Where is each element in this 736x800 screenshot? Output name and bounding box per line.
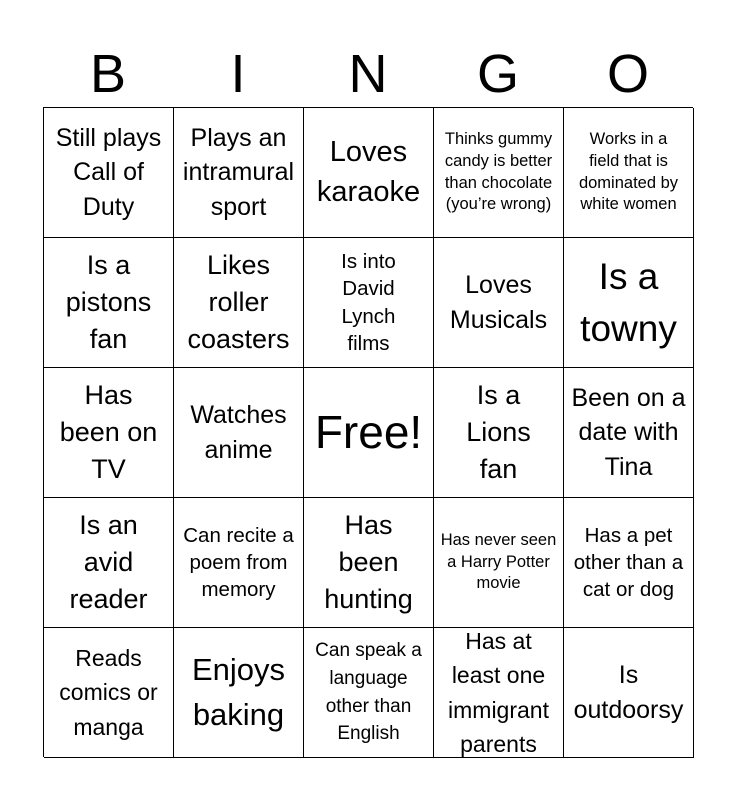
bingo-cell[interactable] [44,498,174,628]
cell-text: Has a pet other than a cat or dog [573,523,684,602]
bingo-cell[interactable] [304,628,434,758]
cell-text: Been on a date with Tina [571,383,686,481]
cell-text: Free! [314,405,423,458]
bingo-header [43,42,693,106]
bingo-cell[interactable] [564,498,694,628]
bingo-cell[interactable] [434,368,564,498]
header-letter-i: I [230,44,246,104]
bingo-cell[interactable] [564,368,694,498]
bingo-cell-free[interactable] [304,368,434,498]
cell-text: Plays an intramural sport [182,123,295,221]
cell-text: Thinks gummy candy is better than chocolate (you’re wrong) [444,129,553,214]
cell-text: Is a towny [580,255,677,349]
bingo-cell[interactable] [44,368,174,498]
cell-text: Works in a field that is dominated by white women [578,129,679,214]
bingo-cell[interactable] [304,498,434,628]
cell-text: Enjoys baking [191,651,286,732]
cell-text: Reads comics or manga [59,644,158,740]
cell-text: Watches anime [190,401,287,464]
cell-text: Has been on TV [59,379,158,485]
bingo-cell[interactable] [564,628,694,758]
bingo-cell[interactable] [434,108,564,238]
cell-text: Loves karaoke [316,136,421,208]
bingo-cell[interactable] [174,628,304,758]
cell-text: Is an avid reader [69,509,148,615]
cell-text: Has been hunting [324,509,413,615]
cell-text: Has never seen a Harry Potter movie [440,530,557,593]
cell-text: Still plays Call of Duty [55,123,162,221]
bingo-cell[interactable] [174,368,304,498]
cell-text: Is a pistons fan [65,249,152,355]
bingo-cell[interactable] [44,108,174,238]
bingo-cell[interactable] [434,628,564,758]
bingo-board [43,107,693,757]
bingo-cell[interactable] [174,238,304,368]
bingo-cell[interactable] [564,238,694,368]
header-letter-b: B [89,44,127,104]
bingo-cell[interactable] [434,498,564,628]
bingo-cell[interactable] [304,238,434,368]
header-letter-g: G [476,44,519,104]
cell-text: Has at least one immigrant parents [448,628,549,757]
bingo-cell[interactable] [44,628,174,758]
bingo-cell[interactable] [434,238,564,368]
bingo-cell[interactable] [174,108,304,238]
cell-text: Can speak a language other than English [315,640,422,745]
bingo-cell[interactable] [564,108,694,238]
bingo-cell[interactable] [44,238,174,368]
header-letter-o: O [606,44,649,104]
header-letter-n: N [348,44,388,104]
cell-text: Can recite a poem from memory [183,523,294,602]
bingo-cell[interactable] [304,108,434,238]
cell-text: Likes roller coasters [187,249,290,355]
bingo-cell[interactable] [174,498,304,628]
cell-text: Loves Musicals [449,271,548,334]
cell-text: Is outdoorsy [573,661,684,724]
cell-text: Is a Lions fan [466,379,531,485]
cell-text: Is into David Lynch films [341,250,396,355]
